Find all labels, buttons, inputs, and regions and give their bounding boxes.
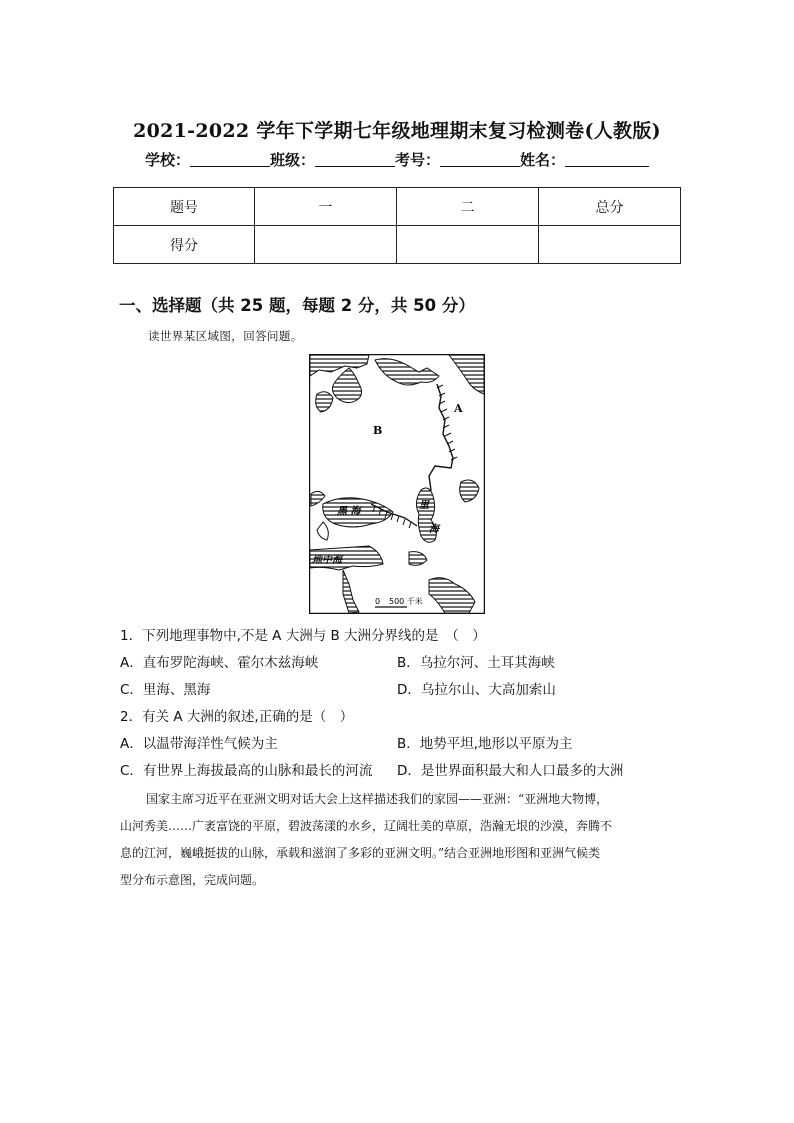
score-cell[interactable] — [396, 226, 538, 264]
exam-number-label: 考号： — [395, 151, 441, 169]
table-cell: 得分 — [114, 226, 255, 264]
label-mediterranean: 地中海 — [312, 555, 342, 566]
table-cell: 一 — [255, 188, 397, 226]
class-blank[interactable] — [315, 152, 395, 167]
question-1-option-a[interactable]: A．直布罗陀海峡、霍尔木兹海峡 — [120, 655, 319, 671]
question-2-option-a[interactable]: A．以温带海洋性气候为主 — [120, 736, 278, 752]
label-caspian-2: 海 — [429, 524, 439, 535]
table-row — [114, 188, 681, 226]
question-2-stem: 2．有关 A 大洲的叙述,正确的是（ ） — [120, 709, 354, 725]
exam-number-blank[interactable] — [440, 152, 520, 167]
region-map — [309, 354, 485, 614]
label-scale-zero: 0 — [375, 597, 381, 606]
name-label: 姓名： — [520, 151, 566, 169]
score-cell[interactable] — [538, 226, 680, 264]
label-continent-b: B — [373, 424, 383, 437]
table-cell: 题号 — [114, 188, 255, 226]
passage-line: 国家主席习近平在亚洲文明对话大会上这样描述我们的家园——亚洲：“亚洲地大物博， — [146, 792, 609, 806]
score-table — [113, 187, 681, 264]
school-label: 学校： — [144, 151, 190, 169]
question-1-option-c[interactable]: C．里海、黑海 — [120, 682, 211, 698]
score-cell[interactable] — [255, 226, 397, 264]
class-label: 班级： — [269, 151, 315, 169]
question-2-option-b[interactable]: B．地势平坦,地形以平原为主 — [397, 736, 573, 752]
passage-paragraph — [120, 786, 685, 894]
page-title: 2021-2022 学年下学期七年级地理期末复习检测卷(人教版) — [133, 120, 661, 142]
passage-line: 山河秀美……广袤富饶的平原，碧波荡漾的水乡，辽阔壮美的草原，浩瀚无垠的沙漠，奔腾不 — [120, 819, 613, 833]
label-caspian-1: 里 — [419, 500, 429, 511]
question-1-stem: 1．下列地理事物中,不是 A 大洲与 B 大洲分界线的是 （ ） — [120, 628, 486, 644]
name-blank[interactable] — [565, 152, 649, 167]
table-cell: 二 — [396, 188, 538, 226]
table-row — [114, 226, 681, 264]
label-scale-text: 500 千米 — [389, 597, 423, 606]
passage-line: 息的江河，巍峨挺拔的山脉，承载和滋润了多彩的亚洲文明。”结合亚洲地形图和亚洲气候类 — [120, 846, 601, 860]
school-blank[interactable] — [190, 152, 270, 167]
student-info-line — [0, 149, 794, 170]
question-1-option-b[interactable]: B．乌拉尔河、土耳其海峡 — [397, 655, 555, 671]
question-1-option-d[interactable]: D．乌拉尔山、大高加索山 — [397, 682, 556, 698]
table-cell: 总分 — [538, 188, 680, 226]
label-black-sea: 黑 海 — [337, 506, 361, 517]
passage-line: 型分布示意图，完成问题。 — [120, 873, 265, 887]
section-heading: 一、选择题（共 25 题，每题 2 分，共 50 分） — [119, 296, 475, 315]
question-2-option-d[interactable]: D．是世界面积最大和人口最多的大洲 — [397, 763, 624, 779]
map-intro-text: 读世界某区域图，回答问题。 — [148, 329, 303, 343]
question-2-option-c[interactable]: C．有世界上海拔最高的山脉和最长的河流 — [120, 763, 373, 779]
label-continent-a: A — [454, 402, 463, 415]
